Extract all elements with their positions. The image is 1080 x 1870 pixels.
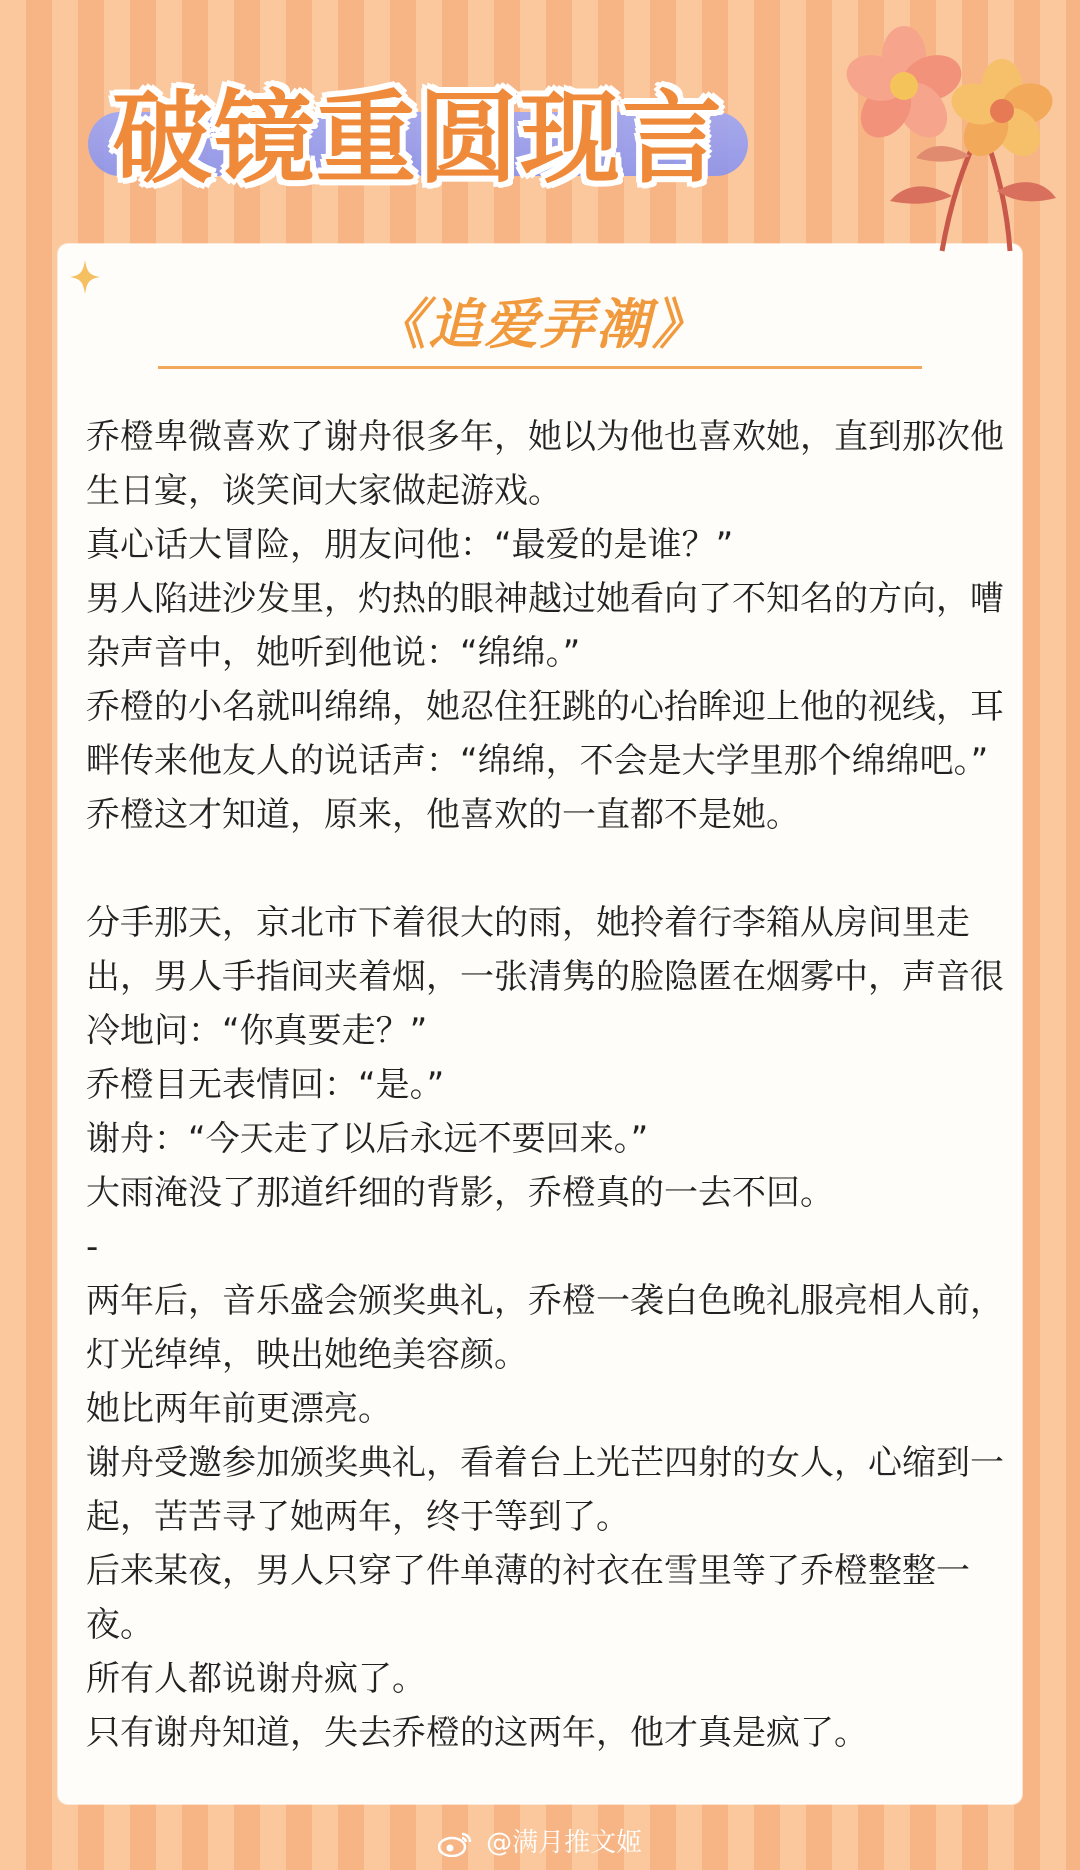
paragraph: 后来某夜，男人只穿了件单薄的衬衣在雪里等了乔橙整整一夜。 (86, 1551, 970, 1645)
paragraph: 男人陷进沙发里，灼热的眼神越过她看向了不知名的方向，嘈杂声音中，她听到他说：“绵绵。” (86, 579, 1004, 673)
paragraph: 真心话大冒险，朋友问他：“最爱的是谁？” (86, 525, 734, 565)
book-title: 《追爱弄潮》 (372, 293, 708, 356)
page-title: 破镜重圆现言 (112, 80, 724, 197)
paragraph: 分手那天，京北市下着很大的雨，她拎着行李箱从房间里走出，男人手指间夹着烟，一张清隽的脸隐匿在烟雾中，声音很冷地问：“你真要走？” (86, 903, 1004, 1051)
paragraph: 乔橙目无表情回：“是。” (86, 1065, 445, 1105)
paragraph: 乔橙这才知道，原来，他喜欢的一直都不是她。 (86, 795, 800, 835)
weibo-icon (438, 1831, 472, 1857)
paragraph-separator: - (86, 1227, 99, 1267)
paragraph: 谢舟：“今天走了以后永远不要回来。” (86, 1119, 649, 1159)
synopsis-text (86, 410, 1006, 1760)
watermark-text: @满月推文姬 (486, 1828, 643, 1858)
content-card (58, 244, 1022, 1804)
flower-icon (832, 16, 1062, 256)
paragraph: 只有谢舟知道，失去乔橙的这两年，他才真是疯了。 (86, 1713, 868, 1753)
title-divider (158, 366, 922, 369)
paragraph: 谢舟受邀参加颁奖典礼，看着台上光芒四射的女人，心缩到一起，苦苦寻了她两年，终于等到了。 (86, 1443, 1004, 1537)
paragraph: 大雨淹没了那道纤细的背影，乔橙真的一去不回。 (86, 1173, 834, 1213)
paragraph: 她比两年前更漂亮。 (86, 1389, 392, 1429)
watermark (0, 1822, 1080, 1859)
paragraph-gap (86, 842, 1006, 896)
paragraph: 乔橙的小名就叫绵绵，她忍住狂跳的心抬眸迎上他的视线，耳畔传来他友人的说话声：“绵绵，不会是大学里那个绵绵吧。” (86, 687, 1004, 781)
paragraph: 两年后，音乐盛会颁奖典礼，乔橙一袭白色晚礼服亮相人前，灯光绰绰，映出她绝美容颜。 (86, 1281, 1004, 1375)
paragraph: 所有人都说谢舟疯了。 (86, 1659, 426, 1699)
paragraph: 乔橙卑微喜欢了谢舟很多年，她以为他也喜欢她，直到那次他生日宴，谈笑间大家做起游戏。 (86, 417, 1004, 511)
flower-decoration (832, 16, 1062, 256)
